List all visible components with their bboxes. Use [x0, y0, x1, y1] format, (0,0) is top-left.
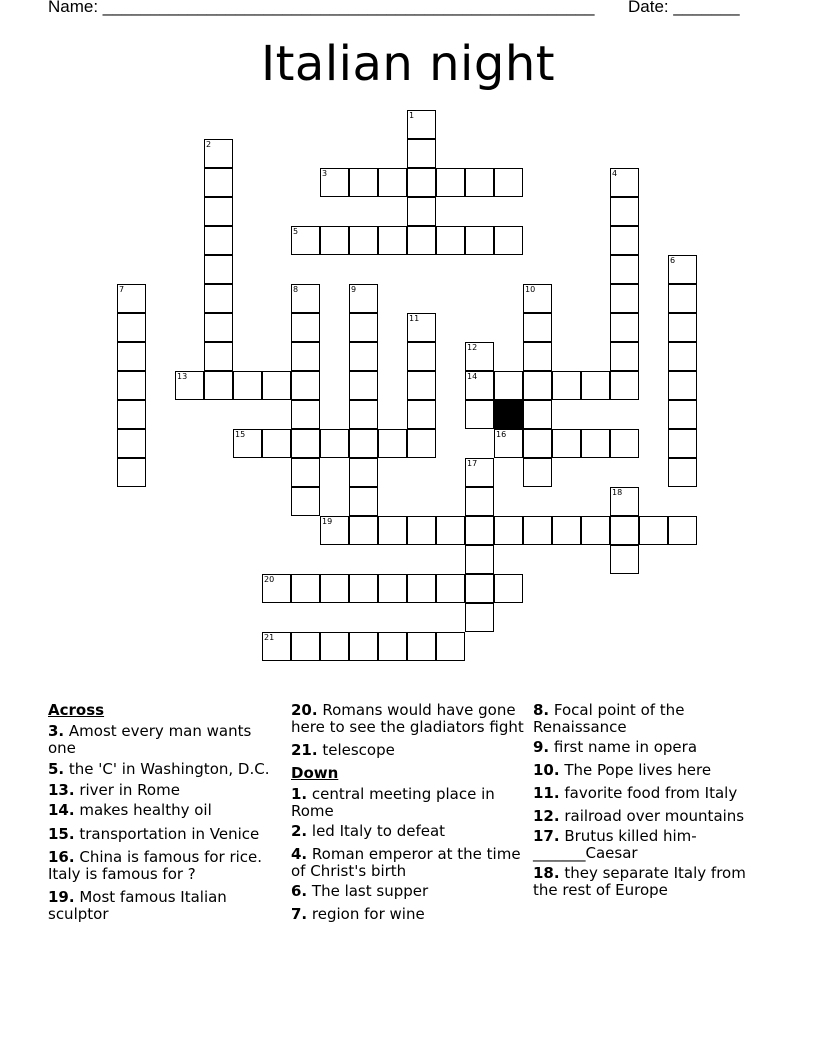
clue-down-11 [533, 785, 773, 802]
grid-cell[interactable] [175, 371, 204, 400]
grid-cell[interactable] [349, 574, 378, 603]
cell-number: 10 [525, 285, 536, 294]
clue-text: transportation in Venice [74, 825, 260, 843]
grid-cell[interactable] [465, 371, 494, 400]
grid-cell[interactable] [262, 574, 291, 603]
grid-cell[interactable] [668, 313, 697, 342]
grid-cell[interactable] [349, 168, 378, 197]
grid-cell[interactable] [436, 168, 465, 197]
cell-number: 17 [467, 459, 478, 468]
clue-number: 18. [533, 864, 560, 882]
grid-cell[interactable] [610, 371, 639, 400]
grid-cell[interactable] [407, 516, 436, 545]
grid-cell[interactable] [668, 516, 697, 545]
grid-cell[interactable] [349, 487, 378, 516]
grid-cell[interactable] [291, 226, 320, 255]
grid-cell[interactable] [610, 226, 639, 255]
grid-cell[interactable] [610, 487, 639, 516]
grid-cell[interactable] [204, 168, 233, 197]
grid-cell[interactable] [523, 313, 552, 342]
grid-cell[interactable] [204, 313, 233, 342]
puzzle-title: Italian night [260, 36, 556, 92]
grid-cell[interactable] [117, 400, 146, 429]
grid-cell[interactable] [436, 226, 465, 255]
grid-cell[interactable] [465, 603, 494, 632]
grid-cell[interactable] [668, 342, 697, 371]
grid-cell[interactable] [320, 574, 349, 603]
grid-cell[interactable] [349, 284, 378, 313]
clues-column-3 [533, 702, 773, 903]
grid-cell[interactable] [349, 313, 378, 342]
cell-number: 19 [322, 517, 333, 526]
grid-cell[interactable] [320, 429, 349, 458]
clue-text: Roman emperor at the time of Christ's birth [291, 845, 521, 880]
clue-down-7 [291, 906, 526, 923]
clue-number: 20. [291, 701, 318, 719]
cell-number: 18 [612, 488, 623, 497]
grid-cell[interactable] [117, 313, 146, 342]
cell-number: 1 [409, 111, 415, 120]
clue-text: led Italy to defeat [307, 822, 446, 840]
grid-cell[interactable] [291, 458, 320, 487]
grid-cell[interactable] [639, 516, 668, 545]
grid-cell[interactable] [204, 226, 233, 255]
grid-cell[interactable] [494, 429, 523, 458]
grid-cell[interactable] [378, 168, 407, 197]
grid-cell[interactable] [465, 545, 494, 574]
grid-cell[interactable] [204, 139, 233, 168]
grid-cell[interactable] [204, 197, 233, 226]
cell-number: 8 [293, 285, 299, 294]
clue-text: Amost every man wants one [48, 722, 252, 757]
clue-number: 19. [48, 888, 75, 906]
grid-cell[interactable] [378, 516, 407, 545]
clue-text: region for wine [307, 905, 425, 923]
cell-number: 9 [351, 285, 357, 294]
grid-cell[interactable] [378, 226, 407, 255]
date-field-label[interactable]: Date: _______ [628, 0, 740, 16]
grid-cell[interactable] [407, 139, 436, 168]
clue-across-21 [291, 742, 526, 759]
grid-cell[interactable] [523, 516, 552, 545]
clue-text: The last supper [307, 882, 429, 900]
clue-text: telescope [317, 741, 395, 759]
clue-text: Brutus killed him-_______Caesar [533, 827, 697, 862]
grid-cell[interactable] [465, 168, 494, 197]
clue-text: railroad over mountains [559, 807, 745, 825]
cell-number: 3 [322, 169, 328, 178]
cell-number: 21 [264, 633, 275, 642]
cell-number: 12 [467, 343, 478, 352]
grid-cell[interactable] [291, 371, 320, 400]
grid-cell[interactable] [349, 516, 378, 545]
clue-down-12 [533, 808, 773, 825]
clue-down-8 [533, 702, 773, 736]
clue-number: 8. [533, 701, 550, 719]
grid-cell[interactable] [320, 168, 349, 197]
clues-column-2 [291, 702, 526, 927]
grid-cell[interactable] [407, 400, 436, 429]
grid-cell[interactable] [552, 429, 581, 458]
grid-cell[interactable] [610, 516, 639, 545]
grid-cell[interactable] [407, 197, 436, 226]
clue-number: 6. [291, 882, 308, 900]
clue-number: 15. [48, 825, 75, 843]
grid-cell[interactable] [552, 516, 581, 545]
clue-down-10 [533, 762, 773, 779]
down-heading: Down [291, 764, 339, 782]
grid-cell[interactable] [349, 632, 378, 661]
clue-number: 17. [533, 827, 560, 845]
grid-cell[interactable] [204, 371, 233, 400]
grid-cell[interactable] [233, 429, 262, 458]
grid-cell[interactable] [262, 429, 291, 458]
cell-number: 15 [235, 430, 246, 439]
grid-cell[interactable] [523, 284, 552, 313]
grid-cell[interactable] [117, 429, 146, 458]
clue-across-15 [48, 826, 283, 843]
grid-cell[interactable] [581, 516, 610, 545]
grid-cell[interactable] [610, 545, 639, 574]
clue-text: river in Rome [74, 781, 180, 799]
clue-across-14 [48, 802, 283, 819]
grid-cell[interactable] [320, 516, 349, 545]
clue-text: China is famous for rice. Italy is famous for ? [48, 848, 263, 883]
grid-cell[interactable] [523, 342, 552, 371]
grid-cell[interactable] [668, 400, 697, 429]
clue-text: they separate Italy from the rest of Europe [533, 864, 746, 899]
clue-number: 2. [291, 822, 308, 840]
grid-cell[interactable] [610, 313, 639, 342]
across-heading: Across [48, 701, 105, 719]
clue-number: 5. [48, 760, 65, 778]
grid-cell[interactable] [610, 342, 639, 371]
name-field-label[interactable]: Name: ____________________________________________________ [48, 0, 595, 16]
grid-cell[interactable] [610, 429, 639, 458]
clue-number: 11. [533, 784, 560, 802]
grid-cell[interactable] [378, 574, 407, 603]
clue-number: 9. [533, 738, 550, 756]
grid-cell[interactable] [407, 313, 436, 342]
clue-across-20 [291, 702, 526, 736]
grid-cell[interactable] [494, 168, 523, 197]
grid-cell[interactable] [349, 226, 378, 255]
clue-text: The Pope lives here [559, 761, 712, 779]
grid-cell[interactable] [465, 400, 494, 429]
grid-cell[interactable] [610, 197, 639, 226]
grid-cell[interactable] [291, 429, 320, 458]
clue-text: Most famous Italian sculptor [48, 888, 227, 923]
grid-cell[interactable] [494, 516, 523, 545]
cell-number: 16 [496, 430, 507, 439]
clue-number: 3. [48, 722, 65, 740]
grid-cell[interactable] [349, 371, 378, 400]
grid-cell[interactable] [262, 371, 291, 400]
clue-across-16 [48, 849, 283, 883]
grid-cell[interactable] [204, 255, 233, 284]
grid-cell[interactable] [349, 400, 378, 429]
clue-down-9 [533, 739, 773, 756]
grid-cell[interactable] [523, 429, 552, 458]
grid-cell[interactable] [494, 371, 523, 400]
clue-down-4 [291, 846, 526, 880]
grid-cell[interactable] [233, 371, 262, 400]
cell-number: 7 [119, 285, 125, 294]
clue-down-1 [291, 786, 526, 820]
grid-cell[interactable] [494, 574, 523, 603]
grid-cell[interactable] [610, 255, 639, 284]
grid-cell[interactable] [407, 110, 436, 139]
grid-cell[interactable] [523, 458, 552, 487]
grid-cell[interactable] [291, 632, 320, 661]
clue-number: 12. [533, 807, 560, 825]
clue-down-6 [291, 883, 526, 900]
cell-number: 13 [177, 372, 188, 381]
grid-cell[interactable] [610, 168, 639, 197]
clue-across-19 [48, 889, 283, 923]
clue-text: makes healthy oil [74, 801, 212, 819]
grid-cell[interactable] [378, 429, 407, 458]
grid-cell[interactable] [291, 284, 320, 313]
clue-number: 13. [48, 781, 75, 799]
grid-cell[interactable] [291, 313, 320, 342]
grid-cell[interactable] [117, 342, 146, 371]
grid-cell[interactable] [407, 574, 436, 603]
grid-cell[interactable] [349, 342, 378, 371]
grid-cell[interactable] [320, 226, 349, 255]
grid-cell[interactable] [668, 284, 697, 313]
grid-cell[interactable] [117, 284, 146, 313]
clue-text: first name in opera [549, 738, 698, 756]
cell-number: 2 [206, 140, 212, 149]
grid-cell[interactable] [668, 371, 697, 400]
grid-cell[interactable] [291, 342, 320, 371]
clue-down-18 [533, 865, 773, 899]
clue-number: 21. [291, 741, 318, 759]
grid-cell[interactable] [523, 400, 552, 429]
grid-cell[interactable] [523, 371, 552, 400]
grid-cell[interactable] [465, 574, 494, 603]
clue-text: favorite food from Italy [559, 784, 738, 802]
black-cell [494, 400, 523, 429]
cell-number: 4 [612, 169, 618, 178]
grid-cell[interactable] [291, 487, 320, 516]
grid-cell[interactable] [204, 284, 233, 313]
grid-cell[interactable] [407, 429, 436, 458]
grid-cell[interactable] [465, 342, 494, 371]
clue-across-13 [48, 782, 283, 799]
cell-number: 6 [670, 256, 676, 265]
grid-cell[interactable] [436, 516, 465, 545]
clue-text: central meeting place in Rome [291, 785, 495, 820]
grid-cell[interactable] [465, 458, 494, 487]
clue-number: 14. [48, 801, 75, 819]
cell-number: 5 [293, 227, 299, 236]
cell-number: 14 [467, 372, 478, 381]
clue-across-5 [48, 761, 283, 778]
grid-cell[interactable] [407, 226, 436, 255]
grid-cell[interactable] [465, 487, 494, 516]
grid-cell[interactable] [436, 574, 465, 603]
grid-cell[interactable] [291, 574, 320, 603]
clue-text: Romans would have gone here to see the gladiators fight [291, 701, 524, 736]
clues-column-1 [48, 702, 283, 927]
grid-cell[interactable] [204, 342, 233, 371]
clue-number: 16. [48, 848, 75, 866]
grid-cell[interactable] [378, 632, 407, 661]
grid-cell[interactable] [291, 400, 320, 429]
grid-cell[interactable] [407, 168, 436, 197]
cell-number: 20 [264, 575, 275, 584]
grid-cell[interactable] [117, 458, 146, 487]
clue-across-3 [48, 723, 283, 757]
grid-cell[interactable] [494, 226, 523, 255]
grid-cell[interactable] [436, 632, 465, 661]
grid-cell[interactable] [349, 429, 378, 458]
clue-down-2 [291, 823, 526, 840]
clue-text: the 'C' in Washington, D.C. [64, 760, 270, 778]
clue-down-17 [533, 828, 773, 862]
grid-cell[interactable] [465, 226, 494, 255]
grid-cell[interactable] [668, 429, 697, 458]
grid-cell[interactable] [581, 371, 610, 400]
grid-cell[interactable] [668, 458, 697, 487]
grid-cell[interactable] [320, 632, 349, 661]
clue-number: 4. [291, 845, 308, 863]
grid-cell[interactable] [581, 429, 610, 458]
grid-cell[interactable] [117, 371, 146, 400]
grid-cell[interactable] [407, 342, 436, 371]
grid-cell[interactable] [262, 632, 291, 661]
grid-cell[interactable] [407, 632, 436, 661]
grid-cell[interactable] [552, 371, 581, 400]
grid-cell[interactable] [407, 371, 436, 400]
clue-number: 10. [533, 761, 560, 779]
clue-number: 7. [291, 905, 308, 923]
clue-number: 1. [291, 785, 308, 803]
grid-cell[interactable] [465, 516, 494, 545]
grid-cell[interactable] [610, 284, 639, 313]
grid-cell[interactable] [349, 458, 378, 487]
clue-text: Focal point of the Renaissance [533, 701, 685, 736]
cell-number: 11 [409, 314, 420, 323]
grid-cell[interactable] [668, 255, 697, 284]
